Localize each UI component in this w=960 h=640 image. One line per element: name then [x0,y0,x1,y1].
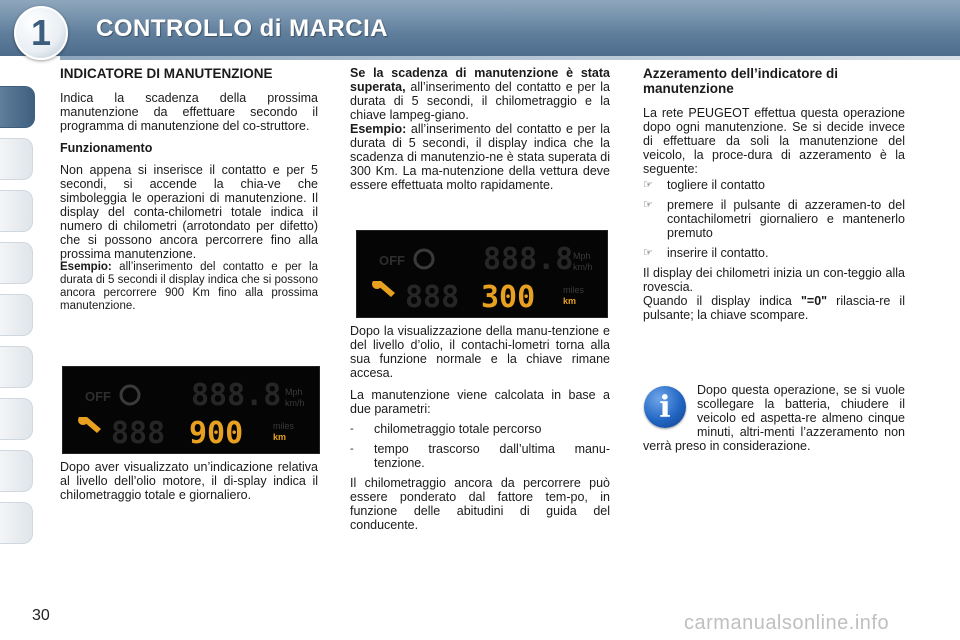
off-label-2: OFF [379,253,405,268]
overdue-text: all’inserimento del contatto e per la durata di 5 secondi, il chilometraggio e la chiave lampeg-giano. [350,80,610,122]
unit-km: km [273,432,287,442]
reset-step-text: inserire il contatto. [667,246,769,260]
param-item-2 [350,442,610,470]
reset-heading: Azzeramento dell’indicatore di manutenzione [643,66,839,96]
reset-before: Quando il display indica [643,294,801,308]
bottom-digits-highlight-2: 300 [481,280,536,315]
top-digits: 888.8 [191,378,282,413]
unit-kmh-2: km/h [573,262,593,272]
header-underline [60,56,960,60]
column1-after-display [60,460,318,510]
after-display-paragraph-2: Dopo la visualizzazione della manu-tenzione e del livello d’olio, il contachi-lometri torna alla sua funzione normale e la chiave rimane accesa. [350,324,610,380]
instrument-display-300 [356,230,608,318]
chapter-tab-6[interactable] [0,346,33,388]
chapter-tab-7[interactable] [0,398,33,440]
reset-step-2 [643,198,905,240]
param-dash: - [350,443,354,455]
top-digits-2: 888.8 [483,242,574,277]
intro-paragraph: Indica la scadenza della prossima manutenzione da effettuare secondo il programma di manutenzione del co-struttore. [60,91,318,133]
bottom-digits-highlight: 900 [189,416,244,451]
param-dash: - [350,423,354,435]
chapter-tab-9[interactable] [0,502,33,544]
chapter-title: CONTROLLO di MARCIA [96,15,389,42]
after-display-paragraph: Dopo aver visualizzato un’indicazione relativa al livello dell’olio motore, il di-splay indica il chilometraggio totale e giornaliero. [60,460,318,502]
column-overdue [350,66,610,200]
reset-after: rilascia-re il pulsante; la chiave scompare. [643,294,905,322]
bottom-digits-left-2: 888 [405,280,460,315]
unit-mph-2: Mph [573,251,591,261]
example-paragraph [60,261,318,313]
reset-step-text: togliere il contatto [667,178,765,192]
overdue-label: Se la scadenza di manutenzione è stata superata, [350,66,610,94]
chapter-number-badge: 1 [14,6,68,60]
bottom-digits-left: 888 [111,416,166,451]
param-text: tempo trascorso dall’ultima manu-tenzione. [374,442,610,470]
clock-icon [121,386,139,404]
sub-heading: Funzionamento [60,141,153,155]
reset-intro: La rete PEUGEOT effettua questa operazione dopo ogni manutenzione. Se si decide invece di effettuare da soli la manutenzione del veicolo, la proce-dura di azzeramento è la seguente: [643,106,905,176]
section-heading: INDICATORE DI MANUTENZIONE [60,66,273,81]
overdue-paragraph [350,66,610,122]
reset-step-text: premere il pulsante di azzeramen-to del contachilometri giornaliero e mantenerlo premuto [667,198,905,240]
example-paragraph-2 [350,122,610,192]
column-reset [643,66,905,330]
params-intro: La manutenzione viene calcolata in base a due parametri: [350,388,610,416]
param-item-1 [350,422,610,436]
info-icon: i [644,386,686,428]
clock-icon-2 [415,250,433,268]
example-label: Esempio: [60,261,112,273]
unit-miles-2: miles [563,285,585,295]
pointing-hand-icon: ☞ [643,247,653,259]
instrument-display-900 [62,366,320,454]
off-label: OFF [85,389,111,404]
chapter-tab-strip [0,66,34,576]
example-label-2: Esempio: [350,122,407,136]
reset-step-1 [643,178,905,192]
countdown-paragraph: Il display dei chilometri inizia un con-teggio alla rovescia. [643,266,905,294]
param-text: chilometraggio totale percorso [374,422,542,436]
unit-miles: miles [273,421,295,431]
pointing-hand-icon: ☞ [643,179,653,191]
chapter-tab-2[interactable] [0,138,33,180]
unit-km-2: km [563,296,577,306]
example-text-2: all’inserimento del contatto e per la durata di 5 secondi, il display indica che la scadenza di manutenzio-ne è stata superata di 300 Km. La ma-nutenzione della vettura deve essere effettuata molto rapidamente. [350,122,610,192]
chapter-tab-3[interactable] [0,190,33,232]
reset-step-3 [643,246,905,260]
wrench-icon-2 [372,281,395,297]
column-maintenance-indicator [60,66,318,321]
wrench-icon [78,417,101,433]
operation-paragraph [60,163,318,261]
example-text: all’inserimento del contatto e per la durata di 5 secondi il display indica che si possono ancora percorrere 900 Km fino alla prossima manutenzione. [60,261,318,312]
info-note-text: Dopo questa operazione, se si vuole scollegare la batteria, chiudere il veicolo ed aspetta-re almeno cinque minuti, altri-menti l’azzeramento non verrà preso in considerazione. [643,383,905,453]
pointing-hand-icon: ☞ [643,199,653,211]
display-graphic-2 [357,231,607,317]
unit-kmh: km/h [285,398,305,408]
unit-mph: Mph [285,387,303,397]
chapter-tab-1[interactable] [0,86,35,128]
reset-release-paragraph [643,294,905,322]
chapter-tab-8[interactable] [0,450,33,492]
operation-text: Non appena si inserisce il contatto e per 5 secondi, si accende la chia-ve che simboleggia le operazioni di manutenzione. Il display del conta-chilometri totale indica il numero di chilometri (arrotondato per difetto) che si possono ancora percorrere fino alla prossima manutenzione. [60,163,318,261]
chapter-tab-5[interactable] [0,294,33,336]
display-graphic [63,367,319,453]
chapter-tab-4[interactable] [0,242,33,284]
watermark: carmanualsonline.info [684,612,890,634]
page-number: 30 [32,607,50,624]
column2-after-display [350,324,610,540]
reset-value: "=0" [800,294,828,308]
closing-paragraph: Il chilometraggio ancora da percorrere può essere ponderato dal fattore tem-po, in funzione delle abitudini di guida del conducente. [350,476,610,532]
